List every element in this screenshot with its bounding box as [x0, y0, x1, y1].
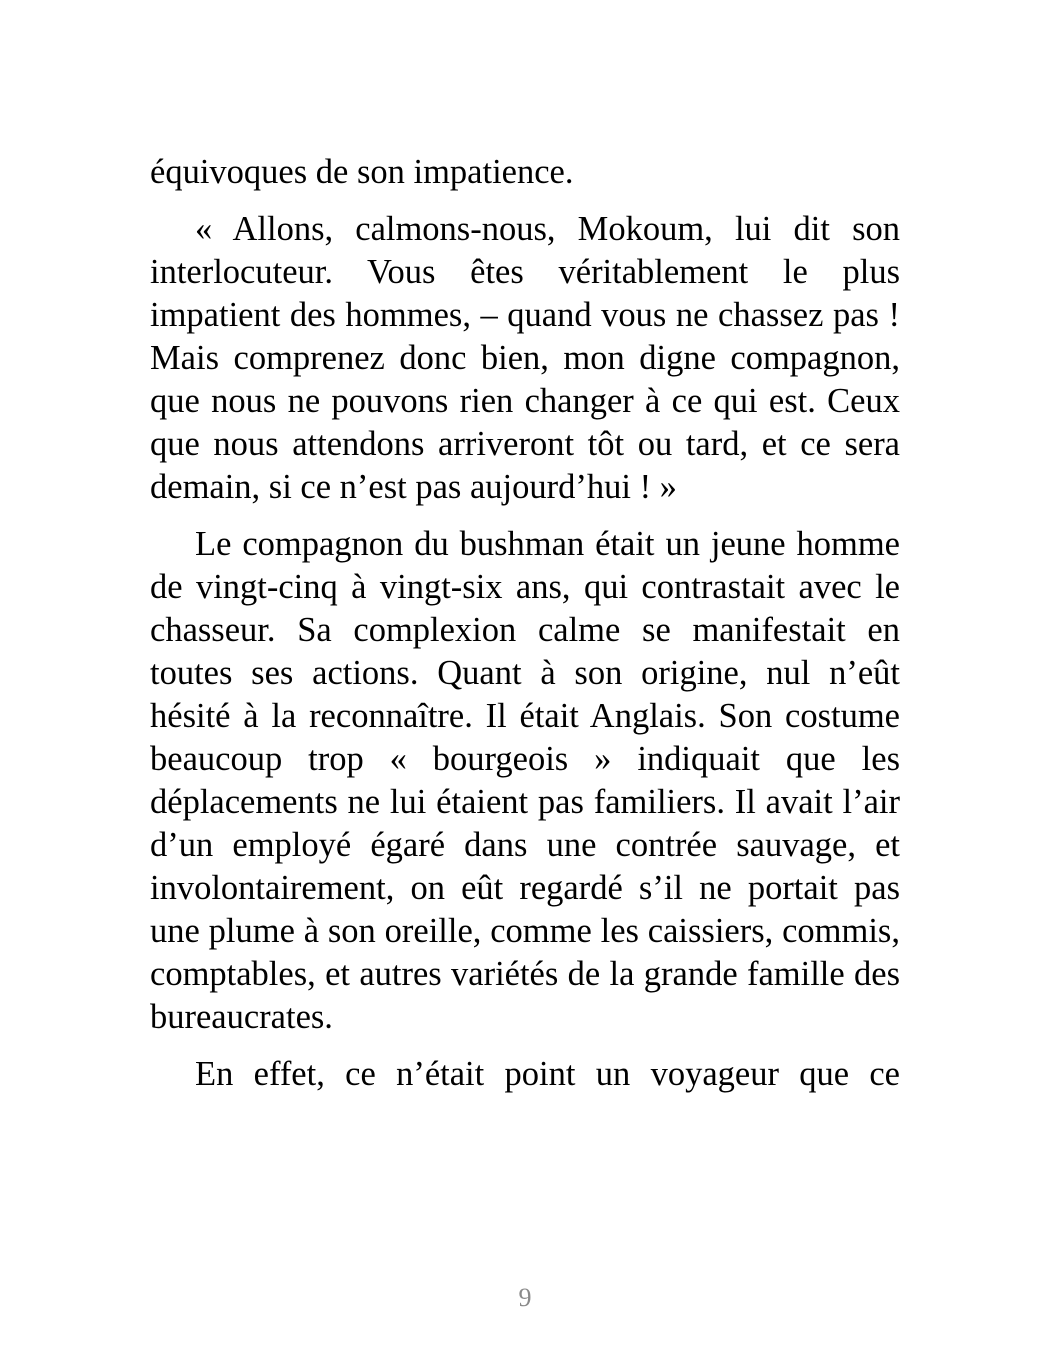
- page-number: 9: [518, 1283, 532, 1312]
- paragraph-dialogue: « Allons, calmons-nous, Mokoum, lui dit son interlocuteur. Vous êtes véritablement le plus impatient des hommes, – quand vous ne chassez pas ! Mais comprenez donc bien, mon digne compagnon, que nous ne pouvons rien changer à ce qui est. Ceux que nous attendons arriveront tôt ou tard, et ce sera demain, si ce n’est pas aujourd’hui ! »: [150, 210, 900, 506]
- page-body: [150, 151, 900, 1110]
- paragraph-continued: équivoques de son impatience.: [150, 153, 574, 191]
- paragraph-partial: En effet, ce n’était point un voyageur que ce: [195, 1055, 900, 1093]
- paragraph-description: Le compagnon du bushman était un jeune homme de vingt-cinq à vingt-six ans, qui contrastait avec le chasseur. Sa complexion calme se manifestait en toutes ses actions. Quant à son origine, nul n’eût hésité à la reconnaître. Il était Anglais. Son costume beaucoup trop « bourgeois » indiquait que les déplacements ne lui étaient pas familiers. Il avait l’air d’un employé égaré dans une contrée sauvage, et involontairement, on eût regardé s’il ne portait pas une plume à son oreille, comme les caissiers, commis, comptables, et autres variétés de la grande famille des bureaucrates.: [150, 525, 900, 1036]
